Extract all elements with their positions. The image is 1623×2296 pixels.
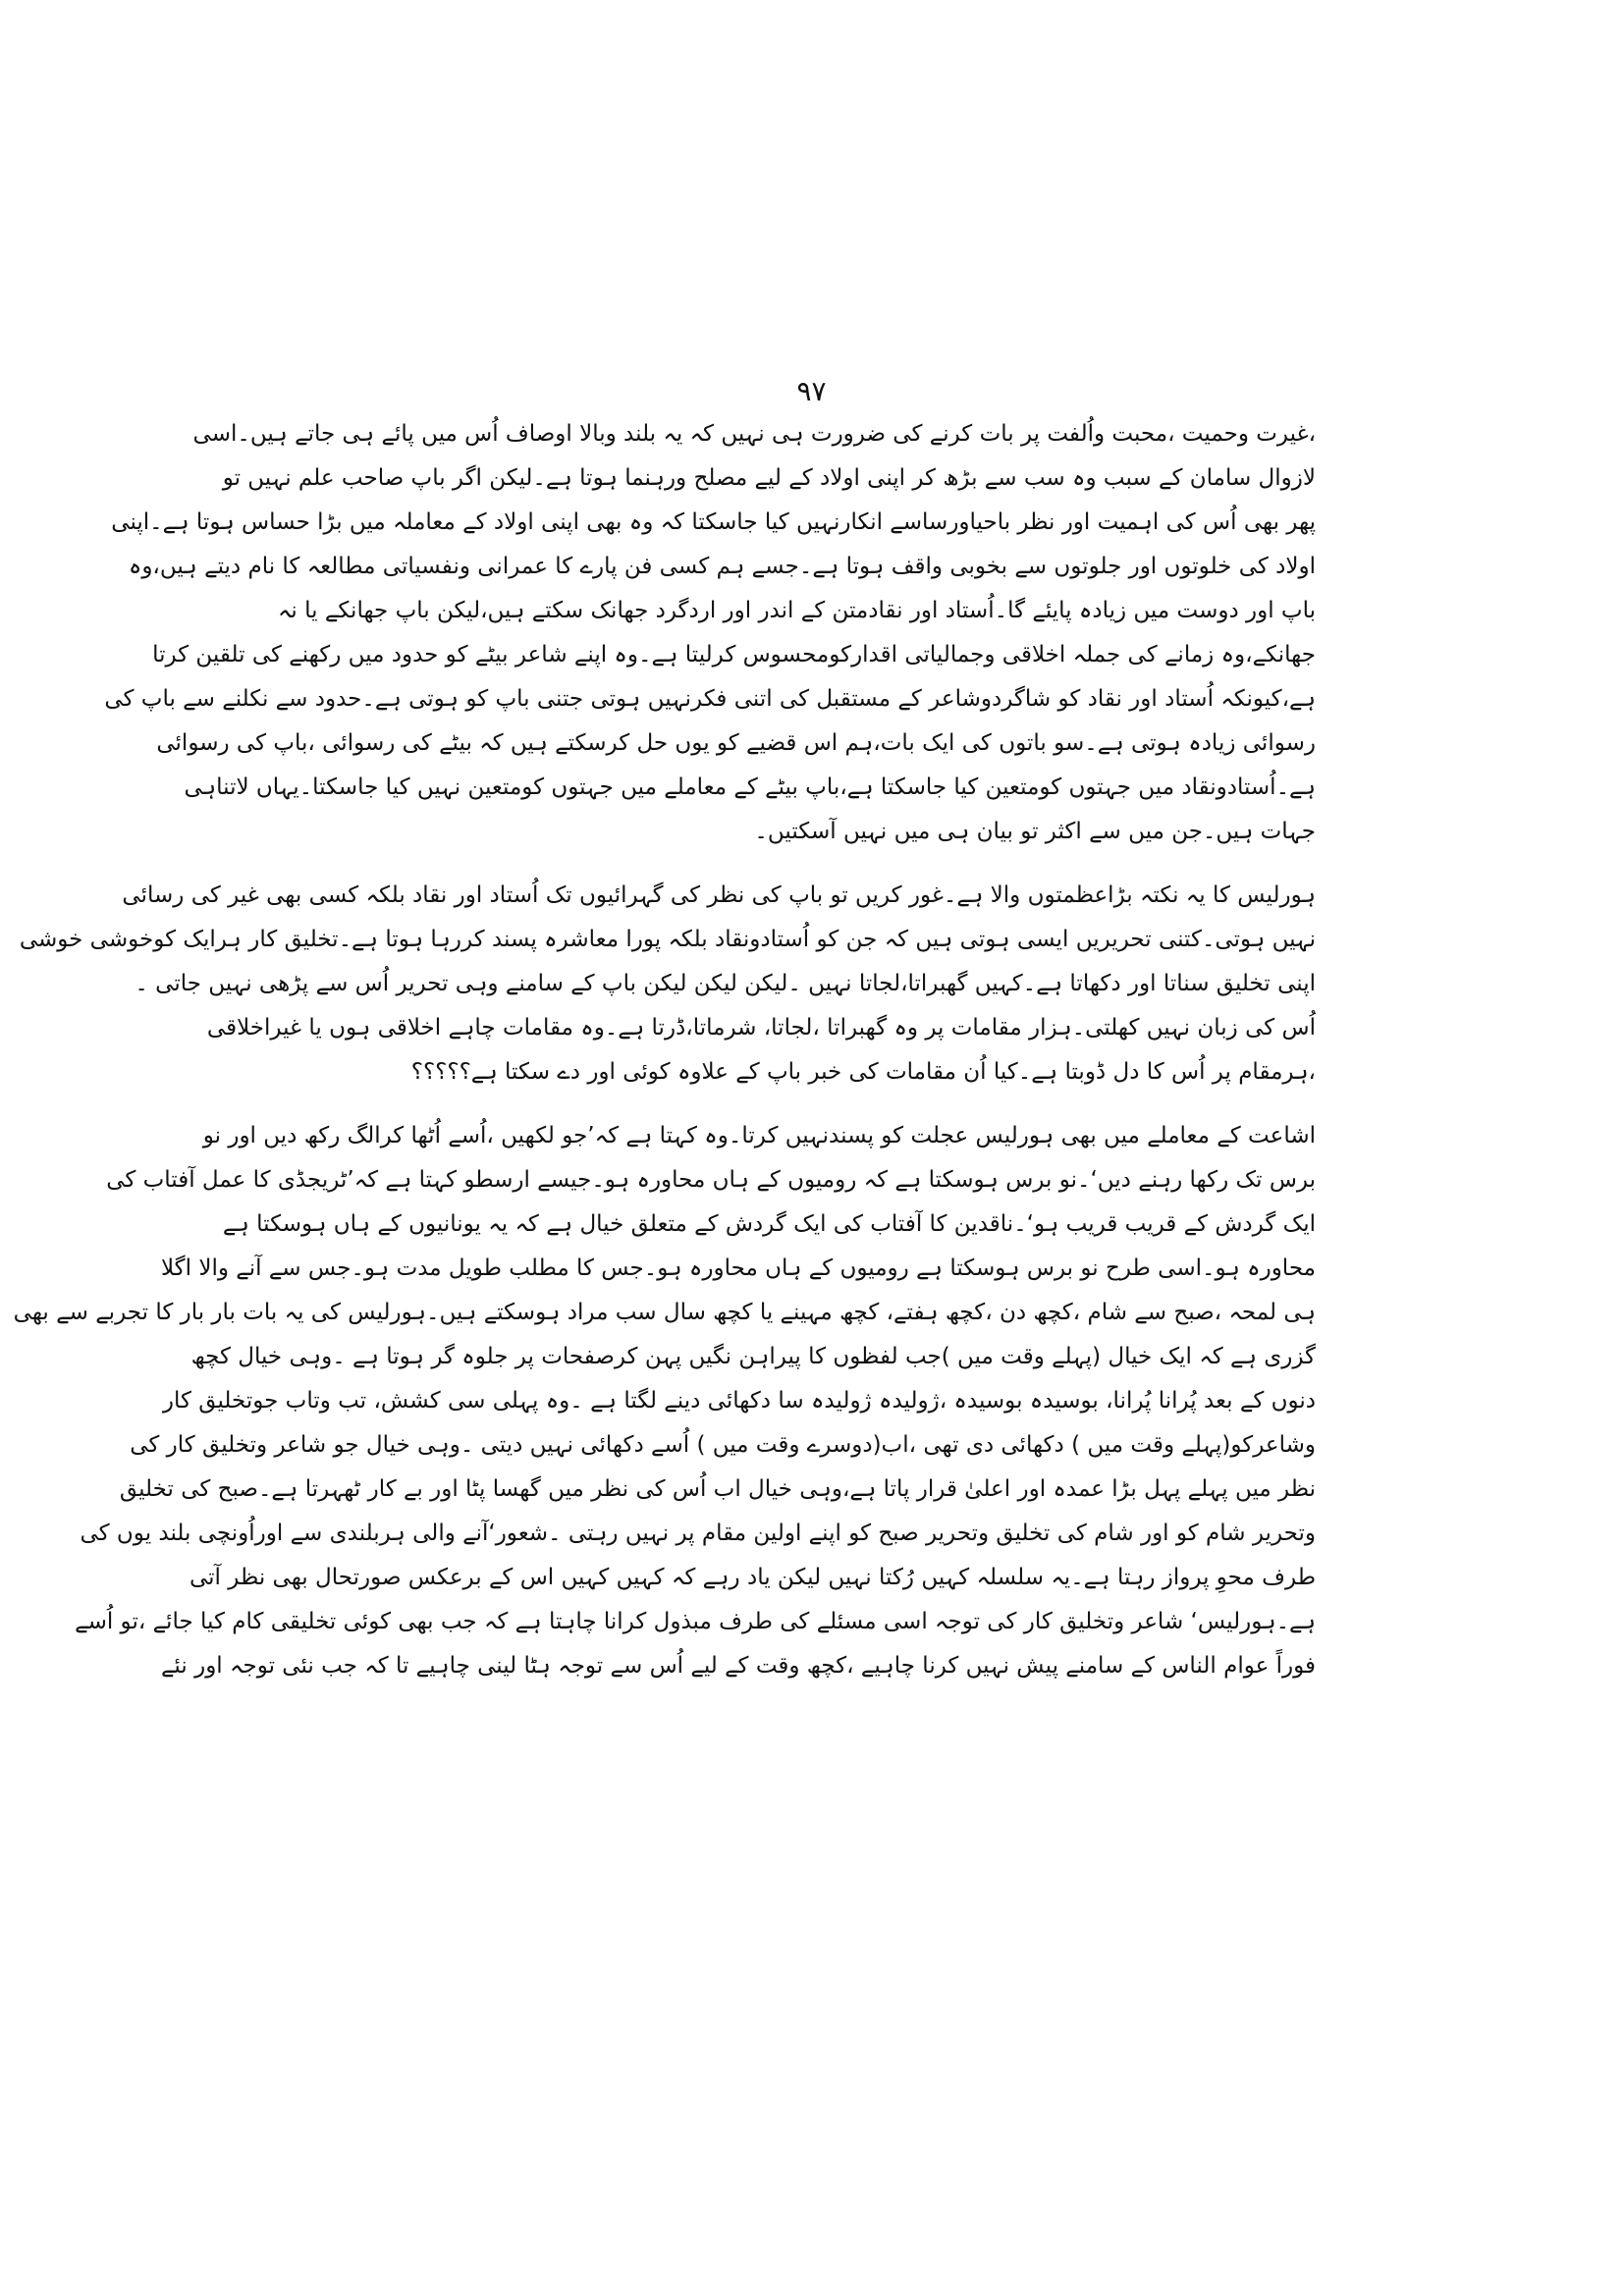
text-line: ،غیرت وحمیت ،محبت واُلفت پر بات کرنے کی ضرورت ہی نہیں کہ یہ بلند وبالا اوصاف اُس میں پائے ہی جاتے ہیں۔اسی — [192, 421, 1316, 447]
text-line: ہے،کیونکہ اُستاد اور نقاد کو شاگردوشاعر کے مستقبل کی اتنی فکرنہیں ہوتی جتنی باپ کو ہوتی ہے۔حدود سے نکلنے سے باپ کی — [104, 686, 1316, 712]
text-line: ہے۔اُستادونقاد میں جہتوں کومتعین کیا جاسکتا ہے،باپ بیٹے کے معاملے میں جہتوں کومتعین نہیں کیا جاسکتا۔یہاں لاتناہی — [184, 774, 1316, 800]
text-line: پھر بھی اُس کی اہمیت اور نظر باحیاورساسے انکارنہیں کیا جاسکتا کہ وہ بھی اپنی اولاد کے معاملہ میں بڑا حساس ہوتا ہے۔اپنی — [111, 509, 1316, 535]
text-line: وشاعرکو(پہلے وقت میں ) دکھائی دی تھی ،اب(دوسرے وقت میں ) اُسے دکھائی نہیں دیتی ۔وہی خیال جو شاعر وتخلیق کار کی — [130, 1432, 1316, 1458]
text-line: لازوال سامان کے سبب وہ سب سے بڑھ کر اپنی اولاد کے لیے مصلح ورہنما ہوتا ہے۔لیکن اگر باپ صاحب علم نہیں تو — [222, 465, 1316, 491]
body-text — [13, 412, 1316, 1688]
text-line: برس تک رکھا رہنے دیں‘۔نو برس ہوسکتا ہے کہ رومیوں کے ہاں محاورہ ہو۔جیسے ارسطو کہتا ہے کہ’ٹریجڈی کا عمل آفتاب کی — [106, 1167, 1316, 1193]
text-line: رسوائی زیادہ ہوتی ہے۔سو باتوں کی ایک بات،ہم اس قضیے کو یوں حل کرسکتے ہیں کہ بیٹے کی رسوائی ،باپ کی رسوائی — [156, 730, 1316, 756]
text-line: باپ اور دوست میں زیادہ پایئے گا۔اُستاد اور نقادمتن کے اندر اور اردگرد جھانک سکتے ہیں،لیکن باپ جھانکے یا نہ — [277, 598, 1316, 623]
text-line: اولاد کی خلوتوں اور جلوتوں سے بخوبی واقف ہوتا ہے۔جسے ہم کسی فن پارے کا عمرانی ونفسیاتی مطالعہ کا نام دیتے ہیں،وہ — [128, 554, 1316, 579]
text-line: دنوں کے بعد پُرانا پُرانا، بوسیدہ بوسیدہ ،ژولیدہ ژولیدہ سا دکھائی دینے لگتا ہے ۔وہ پہلی سی کشش، تب وتاب جوتخلیق کار — [162, 1388, 1316, 1414]
text-line: ہورلیس کا یہ نکتہ بڑاعظمتوں والا ہے۔غور کریں تو باپ کی نظر کی گہرائیوں تک اُستاد اور نقاد بلکہ کسی بھی غیر کی رسائی — [122, 882, 1316, 908]
paragraph-3 — [13, 1114, 1316, 1688]
text-line: ،ہرمقام پر اُس کا دل ڈوبتا ہے۔کیا اُن مقامات کی خبر باپ کے علاوہ کوئی اور دے سکتا ہے؟؟؟؟؟ — [410, 1059, 1316, 1085]
page-number: ۹۷ — [796, 375, 827, 407]
text-line: اُس کی زبان نہیں کھلتی۔ہزار مقامات پر وہ گھبراتا ،لجاتا، شرماتا،ڈرتا ہے۔وہ مقامات چاہے اخلاقی ہوں یا غیراخلاقی — [206, 1015, 1316, 1041]
text-line: ہی لمحہ ،صبح سے شام ،کچھ دن ،کچھ ہفتے، کچھ مہینے یا کچھ سال سب مراد ہوسکتے ہیں۔ہورلیس کی یہ بات بار بار کا تجربے سے بھی — [13, 1300, 1316, 1325]
text-line: اپنی تخلیق سناتا اور دکھاتا ہے۔کہیں گھبراتا،لجاتا نہیں ۔لیکن لیکن لیکن باپ کے سامنے وہی تحریر اُس سے پڑھی نہیں جاتی ۔ — [135, 971, 1316, 996]
text-line: فوراً عوام الناس کے سامنے پیش نہیں کرنا چاہیے ،کچھ وقت کے لیے اُس سے توجہ ہٹا لینی چاہیے تا کہ جب نئی توجہ اور نئے — [160, 1653, 1316, 1679]
text-line: نظر میں پہلے پہل بڑا عمدہ اور اعلیٰ قرار پاتا ہے،وہی خیال اب اُس کی نظر میں گھسا پٹا اور بے کار ٹھہرتا ہے۔صبح کی تخلیق — [119, 1476, 1316, 1502]
text-line: اشاعت کے معاملے میں بھی ہورلیس عجلت کو پسندنہیں کرتا۔وہ کہتا ہے کہ’جو لکھیں ،اُسے اُٹھا کرالگ رکھ دیں اور نو — [202, 1123, 1316, 1148]
text-line: جھانکے،وہ زمانے کی جملہ اخلاقی وجمالیاتی اقدارکومحسوس کرلیتا ہے۔وہ اپنے شاعر بیٹے کو حدود میں رکھنے کی تلقین کرتا — [152, 642, 1316, 667]
paragraph-1 — [104, 412, 1316, 854]
text-line: گزری ہے کہ ایک خیال (پہلے وقت میں )جب لفظوں کا پیراہن نگیں پہن کرصفحات پر جلوہ گر ہوتا ہے ۔وہی خیال کچھ — [190, 1344, 1316, 1369]
paragraph-2 — [19, 874, 1316, 1095]
text-line: طرف محوِ پرواز رہتا ہے۔یہ سلسلہ کہیں رُکتا نہیں لیکن یاد رہے کہ کہیں کہیں اس کے برعکس صورتحال بھی نظر آتی — [189, 1565, 1316, 1590]
text-line: جہات ہیں۔جن میں سے اکثر تو بیان ہی میں نہیں آسکتیں۔ — [754, 819, 1316, 844]
text-line: ہے۔ہورلیس‘ شاعر وتخلیق کار کی توجہ اسی مسئلے کی طرف مبذول کرانا چاہتا ہے کہ جب بھی کوئی تخلیقی کام کیا جائے ،تو اُسے — [75, 1609, 1316, 1634]
text-line: محاورہ ہو۔اسی طرح نو برس ہوسکتا ہے رومیوں کے ہاں محاورہ ہو۔جس کا مطلب طویل مدت ہو۔جس سے آنے والا اگلا — [160, 1255, 1316, 1281]
text-line: ایک گردش کے قریب قریب ہو‘۔ناقدین کا آفتاب کی ایک گردش کے متعلق خیال ہے کہ یہ یونانیوں کے ہاں ہوسکتا ہے — [222, 1211, 1316, 1237]
text-line: نہیں ہوتی۔کتنی تحریریں ایسی ہوتی ہیں کہ جن کو اُستادونقاد بلکہ پورا معاشرہ پسند کررہا ہوتا ہے۔تخلیق کار ہرایک کوخوشی خوشی — [19, 927, 1316, 952]
text-line: وتحریر شام کو اور شام کی تخلیق وتحریر صبح کو اپنے اولین مقام پر نہیں رہتی ۔شعور‘آنے والی ہربلندی سے اوراُونچی بلند یوں کی — [80, 1521, 1316, 1546]
